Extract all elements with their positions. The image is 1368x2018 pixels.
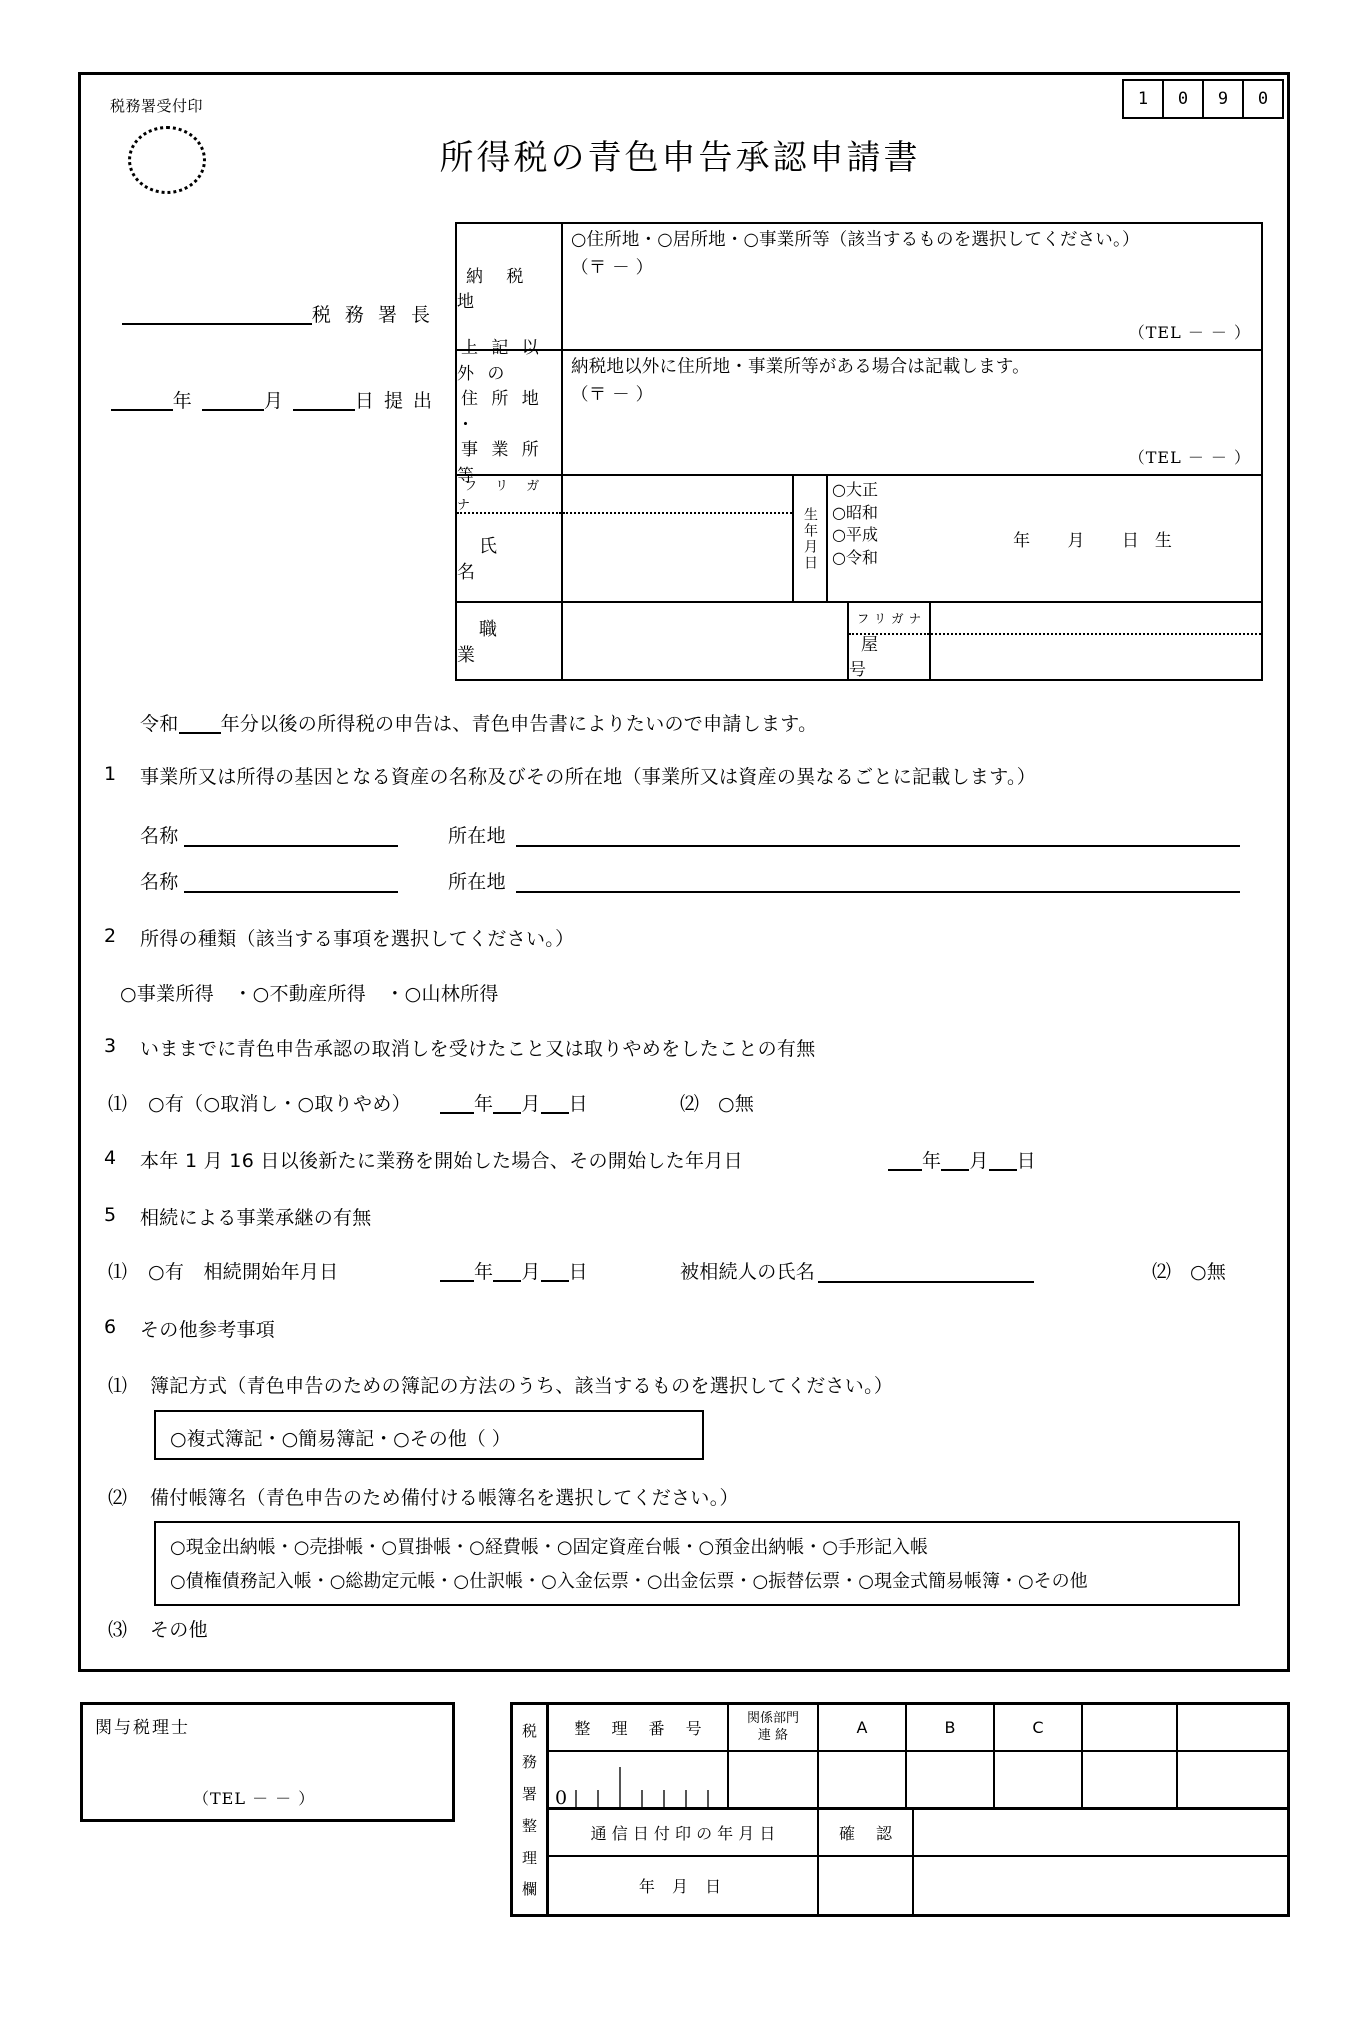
item5-sub1-text[interactable]: ○有 相続開始年月日 — [148, 1261, 339, 1283]
kankei-bumon-cell[interactable] — [729, 1752, 819, 1807]
column-c-cell[interactable] — [995, 1752, 1083, 1807]
occupation-input[interactable] — [563, 603, 849, 679]
item4-number: 4 — [104, 1147, 117, 1169]
item1-row2-place-input[interactable] — [516, 891, 1240, 893]
furigana-label: フ リ ガ ナ — [457, 476, 561, 514]
submit-year-input[interactable] — [111, 388, 173, 411]
name-label-cell — [457, 476, 563, 601]
other-address-label-2: 住 所 地 ・ — [457, 389, 543, 435]
item5-sub1-date[interactable]: 年 月 日 — [440, 1258, 588, 1287]
item3-month-input[interactable] — [493, 1091, 521, 1114]
seiri-bango-cell[interactable] — [549, 1752, 729, 1807]
processing-header-row — [549, 1705, 1287, 1752]
intro-era-label: 令和 — [140, 713, 179, 735]
tax-office-input[interactable] — [122, 301, 312, 325]
seiri-tick-marks — [549, 1752, 727, 1807]
item3-sub1-label: ⑴ — [108, 1093, 128, 1115]
item3-number: 3 — [104, 1035, 117, 1057]
page-title: 所得税の青色申告承認申請書 — [439, 138, 921, 178]
column-a-cell[interactable] — [819, 1752, 907, 1807]
reception-stamp-label: 税務署受付印 — [110, 97, 204, 115]
item5-month-input[interactable] — [493, 1259, 521, 1282]
kakunin-header: 確 認 — [819, 1810, 914, 1855]
item5-number: 5 — [104, 1204, 117, 1226]
other-address-note: 納税地以外に住所地・事業所等がある場合は記載します。 — [571, 357, 1030, 377]
birth-date-label: 生年月日 — [794, 476, 828, 601]
item3-day-input[interactable] — [541, 1091, 569, 1114]
occupation-row — [457, 603, 1261, 679]
kankei-bumon-header — [729, 1705, 819, 1750]
item6-sub3-text: その他 — [150, 1619, 208, 1641]
yago-furigana-input[interactable] — [931, 603, 1261, 635]
tsushin-date-cell[interactable]: 年 月 日 — [549, 1857, 819, 1914]
yago-input-cell[interactable] — [931, 603, 1261, 679]
column-e-header — [1178, 1705, 1273, 1750]
item3-sub2-label: ⑵ — [680, 1093, 700, 1115]
birth-date-input[interactable]: 年 月 日生 — [1013, 531, 1188, 551]
column-d-cell[interactable] — [1083, 1752, 1178, 1807]
kankei-line-1: 関係部門 — [746, 1710, 799, 1726]
item6-sub1-label: ⑴ — [108, 1375, 128, 1397]
name-label: 氏 名 — [457, 535, 519, 583]
submit-month-input[interactable] — [202, 388, 264, 411]
column-d-header — [1083, 1705, 1178, 1750]
item2-number: 2 — [104, 925, 117, 947]
item5-text: 相続による事業承継の有無 — [140, 1207, 372, 1229]
tsushin-value-row — [549, 1857, 1287, 1914]
books-line-2[interactable]: ○債権債務記入帳・○総勘定元帳・○仕訳帳・○入金伝票・○出金伝票・○振替伝票・○現金式簡易帳簿・○その他 — [170, 1571, 1088, 1592]
tsushin-date-header: 通 信 日 付 印 の 年 月 日 — [549, 1810, 819, 1855]
item4-day-input[interactable] — [989, 1148, 1017, 1171]
other-address-row — [457, 338, 1261, 486]
books-line-1[interactable]: ○現金出納帳・○売掛帳・○買掛帳・○経費帳・○固定資産台帳・○預金出納帳・○手形記入帳 — [170, 1537, 928, 1558]
submit-day-label: 日 提 出 — [354, 390, 434, 412]
tax-advisor-tel[interactable]: （TEL － － ） — [193, 1789, 316, 1808]
era-heisei[interactable]: ○平成 — [832, 525, 878, 545]
other-address-tel[interactable]: （TEL － － ） — [1128, 448, 1251, 467]
tsushin-notes-header — [914, 1810, 1287, 1855]
submission-date-line — [104, 386, 434, 413]
nozeichi-label: 納 税 地 — [457, 266, 533, 312]
name-input[interactable] — [563, 514, 792, 601]
item6-number: 6 — [104, 1316, 117, 1338]
name-group — [457, 476, 794, 601]
processing-value-row — [549, 1752, 1287, 1810]
item5-day-input[interactable] — [541, 1259, 569, 1282]
nozeichi-label-cell — [457, 224, 563, 349]
intro-year-input[interactable] — [179, 711, 221, 734]
item1-row2-name-label: 名称 — [140, 871, 179, 893]
taxpayer-info-table — [455, 222, 1263, 681]
nozeichi-options[interactable]: ○住所地・○居所地・○事業所等（該当するものを選択してください。） — [571, 230, 1140, 250]
yago-label-cell — [849, 603, 931, 679]
nozeichi-body[interactable] — [563, 224, 1261, 349]
side-char: 欄 — [521, 1880, 537, 1899]
item1-row2-place-label: 所在地 — [448, 871, 506, 893]
seiri-bango-header: 整 理 番 号 — [549, 1705, 729, 1750]
form-number-digit: 0 — [1162, 79, 1204, 119]
column-b-header: B — [907, 1705, 995, 1750]
yago-furigana-label: フリガナ — [849, 603, 929, 635]
column-b-cell[interactable] — [907, 1752, 995, 1807]
item6-sub1-text: 簿記方式（青色申告のための簿記の方法のうち、該当するものを選択してください。） — [150, 1375, 894, 1397]
tax-advisor-label: 関与税理士 — [95, 1718, 190, 1738]
other-address-body[interactable] — [563, 351, 1261, 474]
intro-text: 年分以後の所得税の申告は、青色申告書によりたいので申請します。 — [220, 713, 818, 735]
column-c-header: C — [995, 1705, 1083, 1750]
furigana-input[interactable] — [563, 476, 792, 514]
item5-year-input[interactable] — [440, 1259, 474, 1282]
item5-sub2-text[interactable]: ○無 — [1190, 1261, 1227, 1283]
item1-text: 事業所又は所得の基因となる資産の名称及びその所在地（事業所又は資産の異なるごとに記載します。） — [140, 766, 1037, 788]
item1-row2-name-input[interactable] — [184, 891, 398, 893]
item5-heir-input[interactable] — [818, 1281, 1034, 1283]
other-address-zip[interactable]: （〒 － ） — [571, 385, 654, 406]
seiri-zero: 0 — [555, 1787, 568, 1809]
column-e-cell[interactable] — [1178, 1752, 1273, 1807]
tax-office-label: 税 務 署 長 — [311, 304, 434, 326]
item1-row1-place-input[interactable] — [516, 845, 1240, 847]
era-taisho[interactable]: ○大正 — [832, 480, 878, 499]
submit-month-label: 月 — [263, 390, 285, 412]
reception-stamp-circle — [128, 126, 206, 194]
books-list-box[interactable] — [154, 1521, 1240, 1606]
item6-sub3-label: ⑶ — [108, 1619, 128, 1641]
tax-advisor-box[interactable] — [80, 1702, 455, 1822]
tsushin-notes-cell[interactable] — [914, 1857, 1287, 1914]
form-number-digit: 0 — [1242, 79, 1284, 119]
tax-office-processing-box — [510, 1702, 1290, 1917]
item5-heir-label: 被相続人の氏名 — [680, 1261, 816, 1283]
item3-sub1-text[interactable]: ○有（○取消し・○取りやめ） — [148, 1093, 411, 1115]
name-birth-row — [457, 476, 1261, 603]
era-showa[interactable]: ○昭和 — [832, 502, 878, 522]
processing-grid — [549, 1705, 1287, 1914]
item4-text: 本年 1 月 16 日以後新たに業務を開始した場合、その開始した年月日 — [140, 1150, 743, 1172]
item2-text: 所得の種類（該当する事項を選択してください。） — [140, 928, 575, 950]
yago-label: 屋 号 — [849, 635, 890, 680]
item6-text: その他参考事項 — [140, 1319, 276, 1341]
bookkeeping-options[interactable]: ○複式簿記・○簡易簿記・○その他（ ） — [170, 1428, 511, 1450]
name-input-cell[interactable] — [563, 476, 794, 601]
side-char: 署 — [521, 1785, 537, 1804]
item4-year-input[interactable] — [888, 1148, 922, 1171]
item4-month-input[interactable] — [941, 1148, 969, 1171]
form-number-digit: 9 — [1202, 79, 1244, 119]
era-reiwa[interactable]: ○令和 — [832, 548, 878, 568]
occupation-label: 職 業 — [457, 603, 563, 679]
kakunin-cell[interactable] — [819, 1857, 914, 1914]
tsushin-header-row — [549, 1810, 1287, 1857]
other-address-label-3: 事 業 所 等 — [457, 440, 543, 486]
item6-sub2-label: ⑵ — [108, 1487, 128, 1509]
item1-row1-name-input[interactable] — [184, 845, 398, 847]
item6-sub2-text: 備付帳簿名（青色申告のため備付ける帳簿名を選択してください。） — [150, 1487, 739, 1509]
tax-office-line — [104, 300, 434, 327]
item1-row1-name-label: 名称 — [140, 825, 179, 847]
side-char: 整 — [521, 1816, 537, 1835]
side-char: 税 — [521, 1721, 537, 1740]
item1-row1-place-label: 所在地 — [448, 825, 506, 847]
intro-line — [140, 710, 817, 739]
item3-text: いままでに青色申告承認の取消しを受けたこと又は取りやめをしたことの有無 — [140, 1038, 816, 1060]
item3-year-input[interactable] — [440, 1091, 474, 1114]
item3-sub1-date[interactable]: 年 月 日 — [440, 1090, 588, 1119]
bookkeeping-method-box[interactable] — [154, 1410, 704, 1460]
era-options[interactable] — [828, 476, 924, 601]
item4-date[interactable]: 年 月 日 — [888, 1147, 1036, 1176]
tax-office-side-label — [513, 1705, 549, 1914]
submit-day-input[interactable] — [293, 388, 355, 411]
nozeichi-zip[interactable]: （〒 － ） — [571, 258, 654, 279]
item5-sub2-label: ⑵ — [1152, 1261, 1172, 1283]
column-a-header: A — [819, 1705, 907, 1750]
form-number-digit: 1 — [1122, 79, 1164, 119]
side-char: 務 — [521, 1753, 537, 1772]
other-address-label-1: 上 記 以 外 の — [457, 338, 543, 384]
kankei-line-2: 連 絡 — [757, 1727, 789, 1743]
item5-sub1-label: ⑴ — [108, 1261, 128, 1283]
nozeichi-row — [457, 224, 1261, 351]
item2-options[interactable]: ○事業所得 ・○不動産所得 ・○山林所得 — [120, 983, 499, 1005]
side-char: 理 — [521, 1848, 537, 1867]
yago-input[interactable] — [931, 635, 1261, 675]
nozeichi-tel[interactable]: （TEL － － ） — [1128, 323, 1251, 342]
item3-sub2-text[interactable]: ○無 — [718, 1093, 755, 1115]
other-address-label-cell — [457, 338, 563, 486]
submit-year-label: 年 — [172, 390, 194, 412]
item1-number: 1 — [104, 763, 117, 785]
